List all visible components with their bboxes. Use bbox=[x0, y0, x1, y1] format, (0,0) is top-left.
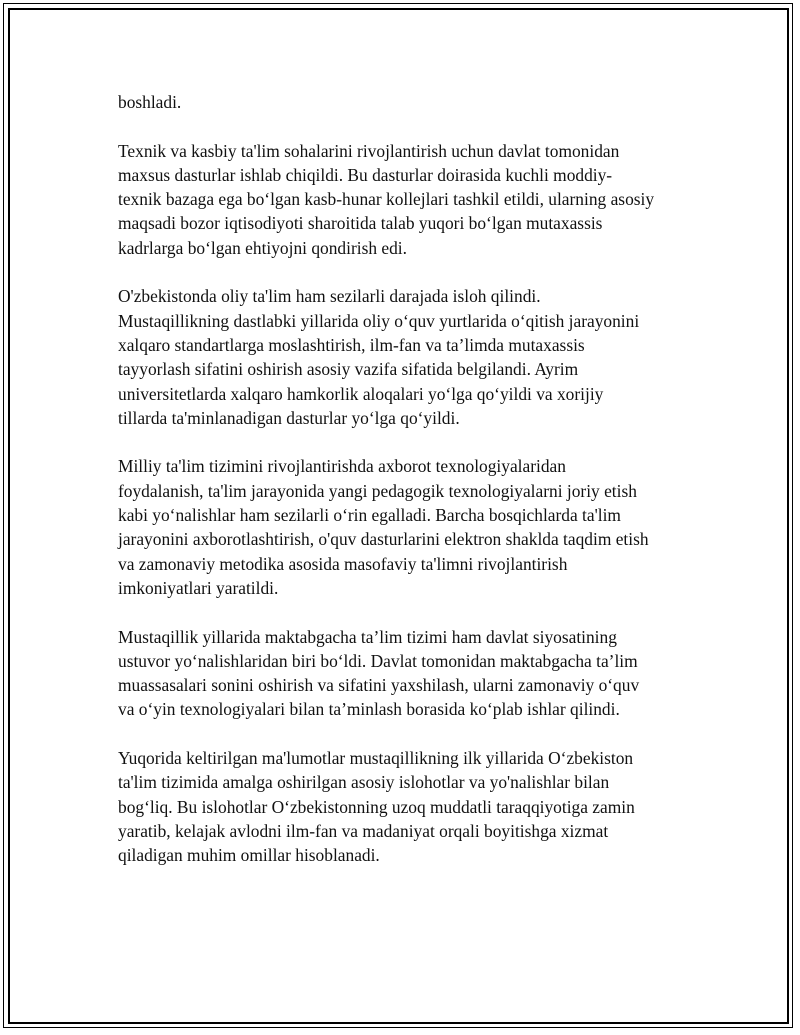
paragraph-preschool-education: Mustaqillik yillarida maktabgacha ta’lim tizimi ham davlat siyosatining ustuvor yo‘nalishlaridan biri bo‘ldi. Davlat tomonidan maktabgacha ta’lim muassasalari sonini oshirish va sifatini yaxshilash, ularni zamonaviy o‘quv va o‘yin texnologiyalari bilan ta’minlash borasida ko‘plab ishlar qilindi. bbox=[118, 626, 640, 720]
paragraph-conclusion: Yuqorida keltirilgan ma'lumotlar mustaqillikning ilk yillarida O‘zbekiston ta'lim tizimida amalga oshirilgan asosiy islohotlar va yo'nalishlar bilan bog‘liq. Bu islohotlar O‘zbekistonning uzoq muddatli taraqqiyotiga zamin yaratib, kelajak avlodni ilm-fan va madaniyat orqali boyitishga xizmat qiladigan muhim omillar hisoblanadi. bbox=[118, 748, 635, 866]
paragraph-information-technology: Milliy ta'lim tizimini rivojlantirishda axborot texnologiyalaridan foydalanish, ta'lim jarayonida yangi pedagogik texnologiyalarni joriy etish kabi yo‘nalishlar ham sezilarli o‘rin egalladi. Barcha bosqichlarda ta'lim jarayonini axborotlashtirish, o'quv dasturlarini elektron shaklda taqdim etish va zamonaviy metodika asosida masofaviy ta'limni rivojlantirish imkoniyatlari yaratildi. bbox=[118, 456, 649, 598]
paragraph-higher-education: O'zbekistonda oliy ta'lim ham sezilarli darajada isloh qilindi. Mustaqillikning dastlabki yillarida oliy o‘quv yurtlarida o‘qitish jarayonini xalqaro standartlarga moslashtirish, ilm-fan va ta’limda mutaxassis tayyorlash sifatini oshirish asosiy vazifa sifatida belgilandi. Ayrim universitetlarda xalqaro hamkorlik aloqalari yo‘lga qo‘yildi va xorijiy tillarda ta'minlanadigan dasturlar yo‘lga qo‘yildi. bbox=[118, 286, 640, 428]
paragraph-vocational-education: Texnik va kasbiy ta'lim sohalarini rivojlantirish uchun davlat tomonidan maxsus dasturlar ishlab chiqildi. Bu dasturlar doirasida kuchli moddiy- texnik bazaga ega bo‘lgan kasb-hunar kollejlari tashkil etildi, ularning asosiy maqsadi bozor iqtisodiyoti sharoitida talab yuqori bo‘lgan mutaxassis kadrlarga bo‘lgan ehtiyojni qondirish edi. bbox=[118, 140, 655, 258]
document-body bbox=[118, 90, 698, 892]
paragraph-continuation: boshladi. bbox=[118, 92, 182, 112]
